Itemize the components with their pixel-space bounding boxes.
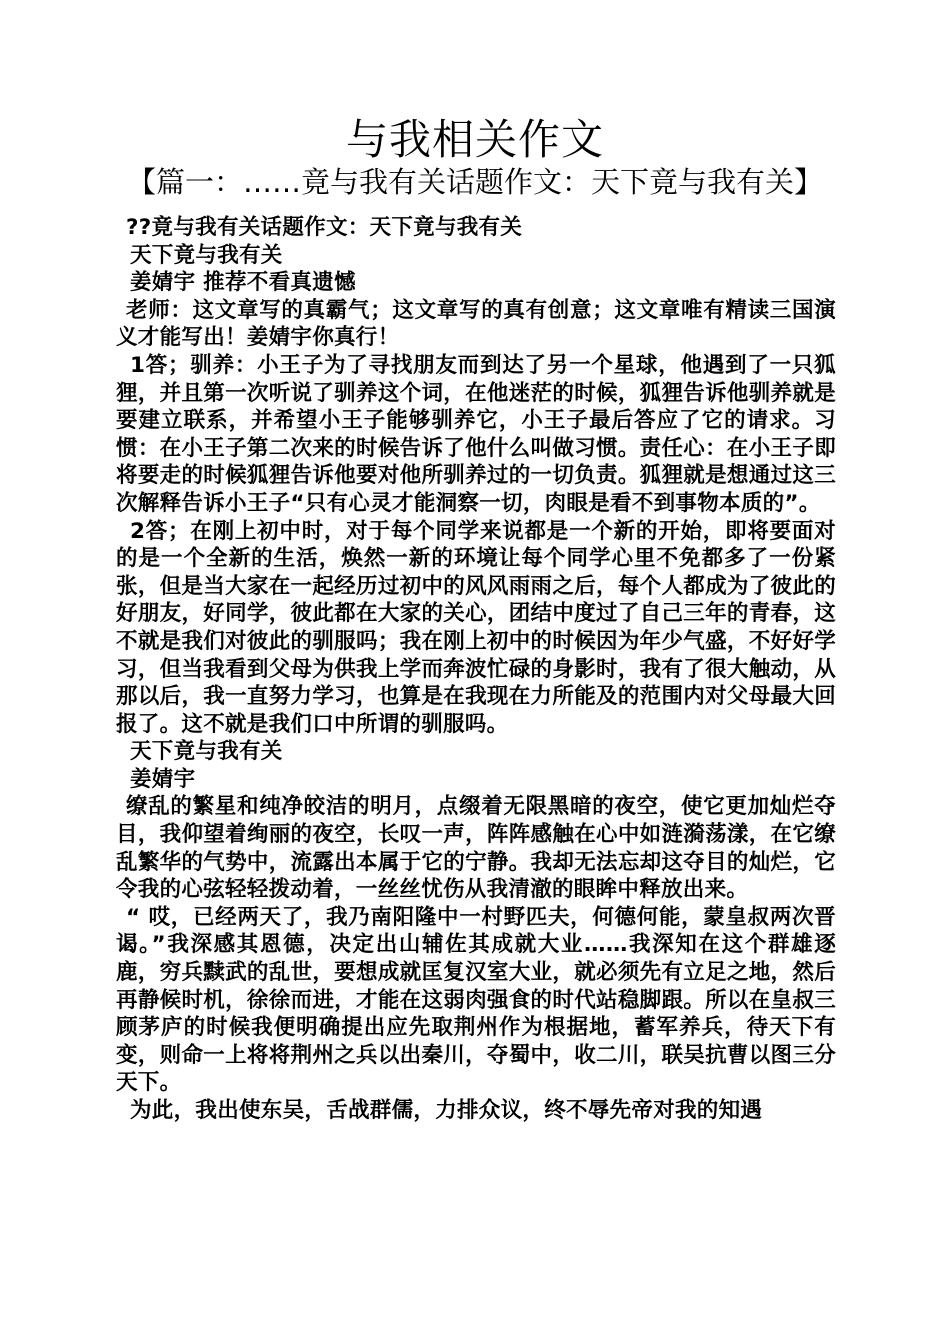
answer-paragraph-2: 2答；在刚上初中时，对于每个同学来说都是一个新的开始，即将要面对的是一个全新的生活，焕然一新的环境让每个同学心里不免都多了一份紧张，但是当大家在一起经历过初中的风风雨雨之后，每个人都成为了彼此的好朋友，好同学，彼此都在大家的关心，团结中度过了自己三年的青春，这不就是我们对彼此的驯服吗；我在刚上初中的时候因为年少气盛，不好好学习，但当我看到父母为供我上学而奔波忙碌的身影时，我有了很大触动，从那以后，我一直努力学习，也算是在我现在力所能及的范围内对父母最大回报了。这不就是我们口中所谓的驯服吗。 xyxy=(116,518,836,737)
author-line: 姜婧宇 xyxy=(130,766,196,792)
teacher-comment: 老师：这文章写的真霸气；这文章写的真有创意；这文章唯有精读三国演义才能写出！姜婧宇你真行！ xyxy=(116,297,836,351)
essay-paragraph: 缭乱的繁星和纯净皎洁的明月，点缀着无限黑暗的夜空，使它更加灿烂夺目，我仰望着绚丽的夜空，长叹一声，阵阵感触在心中如涟漪荡漾，在它缭乱繁华的气势中，流露出本属于它的宁静。我却无法忘却这夺目的灿烂，它令我的心弦轻轻拨动着，一丝丝忧伤从我清澈的眼眸中释放出来。 xyxy=(116,794,836,903)
author-line: 姜婧宇 推荐不看真遗憾 xyxy=(130,270,356,296)
document-subtitle: 【篇一：……竟与我有关话题作文：天下竟与我有关】 xyxy=(126,165,823,199)
essay-paragraph: 为此，我出使东吴，舌战群儒，力排众议，终不辱先帝对我的知遇 xyxy=(130,1098,763,1123)
essay-heading: ??竟与我有关话题作文：天下竟与我有关 xyxy=(126,215,523,240)
section-title: 天下竟与我有关 xyxy=(130,242,283,268)
essay-paragraph: “ 哎，已经两天了，我乃南阳隆中一村野匹夫，何德何能，蒙皇叔两次晋谒。”我深感其恩德，决定出山辅佐其成就大业……我深知在这个群雄逐鹿，穷兵黩武的乱世，要想成就匡复汉室大业，就必须先有立足之地，然后再静候时机，徐徐而进，才能在这弱肉强食的时代站稳脚跟。所以在皇叔三顾茅庐的时候我便明确提出应先取荆州作为根据地，蓄军养兵，待天下有变，则命一上将将荆州之兵以出秦川，夺蜀中，收二川，联吴抗曹以图三分天下。 xyxy=(116,904,836,1096)
document-title: 与我相关作文 xyxy=(345,115,604,164)
document-body xyxy=(116,214,836,1125)
answer-paragraph-1: 1答；驯养：小王子为了寻找朋友而到达了另一个星球，他遇到了一只狐狸，并且第一次听说了驯养这个词，在他迷茫的时候，狐狸告诉他驯养就是要建立联系，并希望小王子能够驯养它，小王子最后答应了它的请求。习惯：在小王子第二次来的时候告诉了他什么叫做习惯。责任心：在小王子即将要走的时候狐狸告诉他要对他所驯养过的一切负责。狐狸就是想通过这三次解释告诉小王子“只有心灵才能洞察一切，肉眼是看不到事物本质的”。 xyxy=(116,352,836,516)
section-title: 天下竟与我有关 xyxy=(130,739,283,765)
